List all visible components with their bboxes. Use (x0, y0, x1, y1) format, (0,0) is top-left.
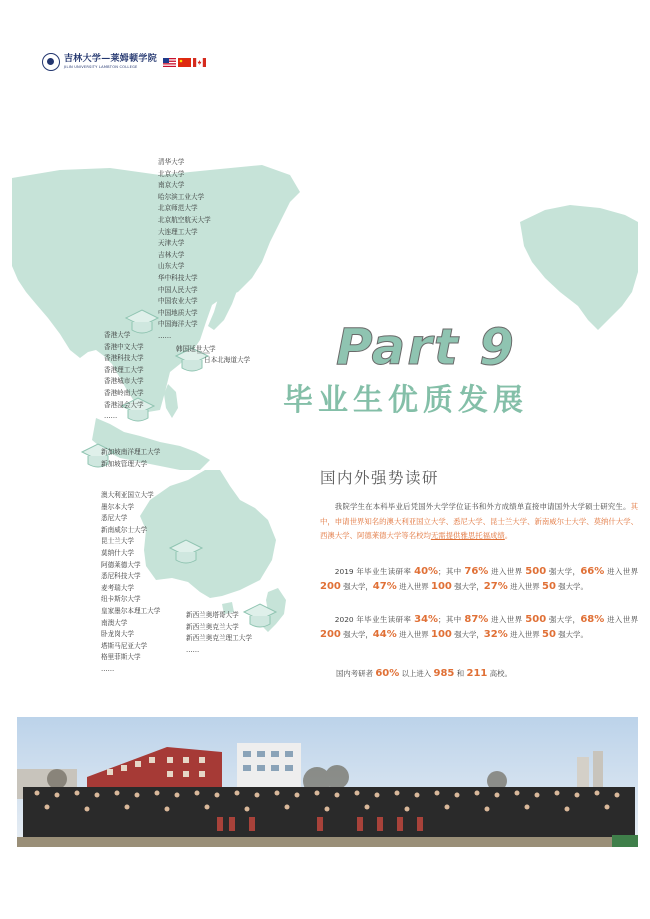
university-name: 新南威尔士大学 (101, 525, 148, 534)
graduates-crowd (23, 787, 635, 837)
stats-text: 强大学， (340, 581, 373, 591)
hongkong-universities-list (104, 330, 144, 423)
rate-2019: 40% (414, 566, 439, 577)
stats-text: 进入世界 (488, 567, 526, 576)
stats-text: 进入世界 (396, 581, 431, 591)
university-name: 天津大学 (158, 239, 185, 248)
university-name: 纽卡斯尔大学 (101, 595, 141, 604)
intro-paragraph (320, 500, 638, 544)
university-name: 香港浸会大学 (104, 400, 144, 409)
university-name: 澳大利亚国立大学 (101, 491, 154, 499)
stats-text: 进入世界 (396, 629, 431, 639)
stats-text: 2019 年毕业生读研率 (334, 567, 415, 576)
university-name: 昆士兰大学 (101, 537, 134, 546)
australia-universities-list (101, 490, 160, 676)
university-name: 韩国延世大学 (176, 345, 216, 353)
domestic-text: 国内考研者 (336, 669, 376, 678)
intro-end: 。 (504, 531, 513, 540)
stats-text: 进入世界 (507, 581, 542, 591)
university-name: …… (104, 412, 118, 421)
university-name: 华中科技大学 (158, 273, 198, 282)
stats-text: 进入世界 (507, 629, 542, 639)
stat-value: 87% (464, 614, 489, 625)
stats-text: 进入世界 (604, 615, 638, 624)
stat-tier: 500 (525, 566, 547, 577)
asia-landmass (12, 165, 300, 412)
university-name: 北京大学 (158, 169, 185, 178)
stats-text: 强大学。 (555, 581, 588, 591)
university-name: 日本北海道大学 (204, 356, 251, 364)
university-name: 新加坡南洋理工大学 (101, 448, 161, 456)
stats-2019-paragraph (320, 565, 638, 594)
university-name: 格里菲斯大学 (101, 653, 141, 662)
stats-text: 强大学， (451, 629, 484, 639)
stats-text: 强大学， (546, 567, 581, 576)
university-name: 莫纳什大学 (101, 548, 134, 557)
intro-sentence-2: 其中，申请世界知名的澳大利亚国立大学、悉尼大学、昆士兰大学、新南威尔士大学、莫纳什大学、西澳大学、阿德莱德大学等名校均 (320, 502, 638, 540)
stat-tier: 200 (320, 628, 341, 640)
university-name: 吉林大学 (158, 250, 185, 259)
stat-value: 76% (464, 566, 489, 577)
stats-text: 强大学， (451, 581, 484, 591)
rate-2020: 34% (414, 614, 439, 625)
university-name: 南京大学 (158, 181, 185, 190)
university-name: …… (186, 645, 200, 654)
singapore-universities-list (101, 447, 160, 470)
philippines-landmass (164, 384, 178, 418)
university-name: …… (158, 331, 172, 340)
university-name: 南澳大学 (101, 618, 128, 627)
university-name: 香港中文大学 (104, 342, 144, 351)
japan-universities-list (204, 355, 250, 367)
stats-text: ；其中 (438, 615, 465, 624)
domestic-text: 和 (454, 669, 467, 678)
stats-text: 强大学， (340, 629, 373, 639)
university-name: 塔斯马尼亚大学 (101, 641, 148, 650)
university-name: 悉尼大学 (101, 514, 128, 523)
stats-text: 强大学。 (555, 629, 588, 639)
stats-text: 强大学， (546, 615, 581, 624)
university-name: 中国地质大学 (158, 308, 198, 317)
domestic-value: 985 (433, 668, 455, 679)
sub-title: 毕业生优质发展 (283, 383, 528, 418)
domestic-value: 211 (466, 668, 488, 679)
university-name: 中国农业大学 (158, 297, 198, 306)
university-name: 悉尼科技大学 (101, 572, 141, 581)
intro-sentence-1: 我院学生在本科毕业后凭国外大学学位证书和外方成绩单直接申请国外大学硕士研究生。 (334, 502, 631, 511)
university-name: 清华大学 (158, 158, 185, 166)
university-name: 香港科技大学 (104, 354, 144, 363)
section-title: 国内外强势读研 (320, 469, 440, 487)
graduation-group-photo (17, 717, 638, 847)
university-name: 中国海洋大学 (158, 320, 198, 329)
stat-tier: 50 (542, 580, 556, 592)
university-name: …… (101, 664, 115, 673)
stats-text: 进入世界 (488, 615, 526, 624)
stat-tier: 100 (431, 580, 452, 592)
university-name: 皇家墨尔本理工大学 (101, 606, 161, 615)
university-name: 中国人民大学 (158, 285, 198, 294)
stat-tier: 200 (320, 580, 341, 592)
intro-no-ielts: 无需提供雅思托福成绩 (430, 531, 505, 540)
university-name: 卧龙岗大学 (101, 630, 134, 639)
university-name: 香港城市大学 (104, 377, 144, 386)
stat-tier: 500 (525, 614, 547, 625)
university-name: 山东大学 (158, 262, 185, 271)
australia-landmass (140, 470, 276, 598)
university-name: 麦考瑞大学 (101, 583, 134, 592)
stat-value: 66% (580, 566, 605, 577)
part-title: Part 9 (336, 318, 516, 376)
domestic-paragraph (336, 667, 650, 682)
university-name: 新加坡管理大学 (101, 459, 148, 468)
stat-value: 68% (580, 614, 605, 625)
stats-text: 2020 年毕业生读研率 (334, 615, 415, 624)
china-universities-list (158, 157, 211, 343)
north-america-landmass (520, 205, 638, 330)
stats-text: 进入世界 (604, 567, 638, 576)
stat-value: 44% (372, 628, 397, 640)
university-name: 香港大学 (104, 331, 131, 339)
domestic-text: 高校。 (487, 669, 512, 678)
university-name: 新西兰奥克兰大学 (186, 622, 239, 631)
stat-tier: 50 (542, 628, 556, 640)
korea-universities-list (176, 344, 216, 356)
stat-tier: 100 (431, 628, 452, 640)
university-name: 大连理工大学 (158, 227, 198, 236)
university-name: 香港理工大学 (104, 365, 144, 374)
university-name: 新西兰奥塔哥大学 (186, 611, 239, 619)
university-name: 北京师范大学 (158, 204, 198, 213)
stat-value: 32% (483, 628, 508, 640)
stats-text: ；其中 (438, 567, 465, 576)
logo-chinese-name: 吉林大学—莱姆顿学院 (64, 53, 158, 64)
stat-value: 47% (372, 580, 397, 592)
logo-english-name: JILIN UNIVERSITY LAMBTON COLLEGE (64, 64, 138, 69)
university-name: 北京航空航天大学 (158, 215, 211, 224)
university-name: 哈尔滨工业大学 (158, 192, 205, 201)
domestic-value: 60% (375, 668, 400, 679)
university-name: 阿德莱德大学 (101, 560, 141, 569)
stats-2020-paragraph (320, 613, 638, 642)
domestic-text: 以上进入 (399, 669, 434, 678)
newzealand-universities-list (186, 610, 252, 656)
university-name: 新西兰奥克兰理工大学 (186, 634, 252, 643)
university-name: 墨尔本大学 (101, 502, 134, 511)
university-name: 香港岭南大学 (104, 388, 144, 397)
stat-value: 27% (483, 580, 508, 592)
